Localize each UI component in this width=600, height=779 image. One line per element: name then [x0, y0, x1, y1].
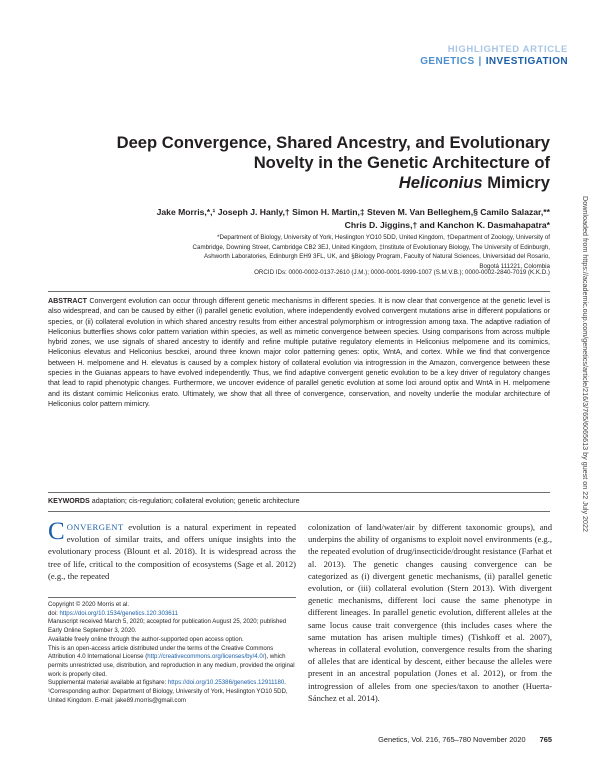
- body-left-text: evolution is a natural experiment in repeated evolution of similar traits, and offers unique insights into the evolutionary process (Blount et al. 2018). It is widespread across the tree of life, critical to the composition of ecosystems (Sage et al. 2012) (e.g., the repeated: [48, 522, 296, 581]
- affiliation-line-2: Cambridge, Downing Street, Cambridge CB2 3EJ, United Kingdom, ‡Institute of Evolutionary Biology, The University of Edinburgh,: [192, 243, 550, 251]
- abstract-label: ABSTRACT: [48, 297, 88, 305]
- keywords-text: adaptation; cis-regulation; collateral evolution; genetic architecture: [91, 497, 300, 505]
- title-line-2: Novelty in the Genetic Architecture of: [253, 153, 550, 172]
- article-footnote: [48, 601, 296, 705]
- open-access-note: Available freely online through the author-supported open access option.: [48, 635, 244, 643]
- authors-line-2: Chris D. Jiggins,† and Kanchon K. Dasmahapatra*: [344, 220, 550, 230]
- authors-line-1: Jake Morris,*,¹ Joseph J. Hanly,† Simon H. Martin,‡ Steven M. Van Belleghem,§ Camilo Salazar,**: [156, 207, 550, 217]
- highlighted-article-label: HIGHLIGHTED ARTICLE: [447, 44, 568, 55]
- title-line-1: Deep Convergence, Shared Ancestry, and Evolutionary: [116, 133, 550, 152]
- corresponding-author: ¹Corresponding author: Department of Biology, University of York, Heslington YO10 5DD, United Kingdom. E-mail: jake89.morris@gmail.com: [48, 688, 288, 704]
- title-genus: Heliconius: [398, 173, 483, 192]
- license-link[interactable]: http://creativecommons.org/licenses/by/4.0/: [147, 653, 265, 661]
- doi-label: doi:: [48, 609, 60, 617]
- figshare-link[interactable]: https://doi.org/10.25386/genetics.12911180: [167, 679, 285, 687]
- supplemental-text: Supplemental material available at figshare:: [48, 679, 168, 687]
- keywords-label: KEYWORDS: [48, 497, 90, 505]
- manuscript-dates: Manuscript received March 5, 2020; accepted for publication August 25, 2020; published Early Online September 3, 2020.: [48, 618, 287, 635]
- abstract: [48, 296, 550, 409]
- author-list: [80, 206, 550, 232]
- page-number: 765: [539, 735, 552, 744]
- orcid-ids: ORCID IDs: 0000-0002-0137-2610 (J.M.); 0000-0001-9399-1007 (S.M.V.B.); 0000-0002-2840-7019 (K.K.D.): [254, 269, 550, 276]
- section-investigation[interactable]: INVESTIGATION: [485, 56, 568, 67]
- abstract-top-rule: [48, 291, 550, 292]
- body-column-right: colonization of land/water/air by different taxonomic groups), and underpins the ability of organisms to exploit novel environments (e.g., the repeated evolution of drug/insecticide/drought resistance (Farhat et al. 2013). The genetic changes causing convergence can be categorized as (i) divergent genetic mechanisms, (ii) parallel genetic evolution, or (iii) collateral evolution (Stern 2013). With divergent genetic mechanisms, different loci cause the same phenotype in different lineages. In parallel genetic evolution, different alleles at the same locus cause trait convergence (this includes cases where the same mutation has arisen multiple times) (Tishkoff et al. 2007), whereas in collateral evolution, convergence results from the sharing of alleles that are identical by descent, either because the alleles were present in an ancestral population (Jones et al. 2012), or from the introgression of alleles from one species/taxon to another (Huerta-Sánchez et al. 2014).: [308, 522, 552, 703]
- supplemental-note: [48, 679, 296, 688]
- body-column-left: [48, 518, 296, 582]
- doi-line: [48, 610, 296, 619]
- title-line-3-rest: Mimicry: [482, 173, 550, 192]
- license-text-post: ), which permits unrestricted use, distribution, and reproduction in any medium, provided the original work is properly cited.: [48, 653, 295, 678]
- article-title: [80, 133, 550, 193]
- journal-citation: Genetics, Vol. 216, 765–780 November 2020: [378, 735, 526, 744]
- affiliations: [80, 233, 550, 271]
- abstract-bottom-rule: [48, 492, 550, 493]
- drop-cap: C: [48, 518, 65, 545]
- footnote-rule: [48, 597, 296, 598]
- header-separator: |: [478, 56, 482, 67]
- license-text-pre: This is an open-access article distributed under the terms of the Creative Commons Attribution 4.0 International License (: [48, 644, 274, 661]
- supplemental-period: .: [284, 679, 286, 687]
- page-footer: [378, 735, 552, 744]
- keywords-rule: [48, 511, 550, 512]
- keywords: [48, 497, 550, 505]
- opening-smallcaps: ONVERGENT: [66, 522, 124, 532]
- doi-link[interactable]: https://doi.org/10.1534/genetics.120.303611: [59, 609, 178, 617]
- section-genetics[interactable]: GENETICS: [420, 56, 475, 67]
- affiliation-line-4: Bogotá 111221, Colombia: [479, 262, 550, 270]
- journal-section-header: [420, 56, 568, 67]
- download-side-note: Downloaded from https://academic.oup.com/genetics/article/216/3/765/6065613 by guest on 22 July 2022: [581, 196, 590, 533]
- affiliation-line-3: Ashworth Laboratories, Edinburgh EH9 3FL, UK, and §Biology Program, Faculty of Natural Sciences, Universidad del Rosario,: [204, 253, 550, 260]
- copyright: Copyright © 2020 Morris et al.: [48, 601, 130, 608]
- abstract-text: Convergent evolution can occur through different genetic mechanisms in different species. It is now clear that convergence at the genetic level is also widespread, and can be caused by either (i) parallel genetic evolution, where independently evolved convergent mutations arise in different populations or species, or (ii) collateral evolution in which shared ancestry results from either ancestral polymorphism or introgression among taxa. The adaptive radiation of Heliconius butterflies shows color pattern variation within species, as well as mimetic convergence between species. Using comparisons from across multiple hybrid zones, we use signals of shared ancestry to identify and refine multiple putative regulatory elements in Heliconius melpomene and its comimics, Heliconius elevatus and Heliconius besckei, around three known major color patterning genes: optix, WntA, and cortex. While we find that convergence between H. melpomene and H. elevatus is caused by a complex history of collateral evolution via introgression in the Amazon, convergence between these species in the Guianas appears to have evolved independently. Thus, we find adaptive convergent genetic evolution to be a key driver of regulatory changes that lead to rapid phenotypic changes. Furthermore, we uncover evidence of parallel genetic evolution at some loci around optix and WntA in H. melpomene and its distant comimic Heliconius erato. Ultimately, we show that all three of convergence, conservation, and novelty underlie the modular architecture of Heliconius color pattern mimicry.: [48, 297, 550, 408]
- affiliation-line-1: *Department of Biology, University of York, Heslington YO10 5DD, United Kingdom, †Department of Zoology, University of: [217, 234, 550, 241]
- title-line-3: [80, 173, 550, 193]
- license-note: [48, 645, 296, 680]
